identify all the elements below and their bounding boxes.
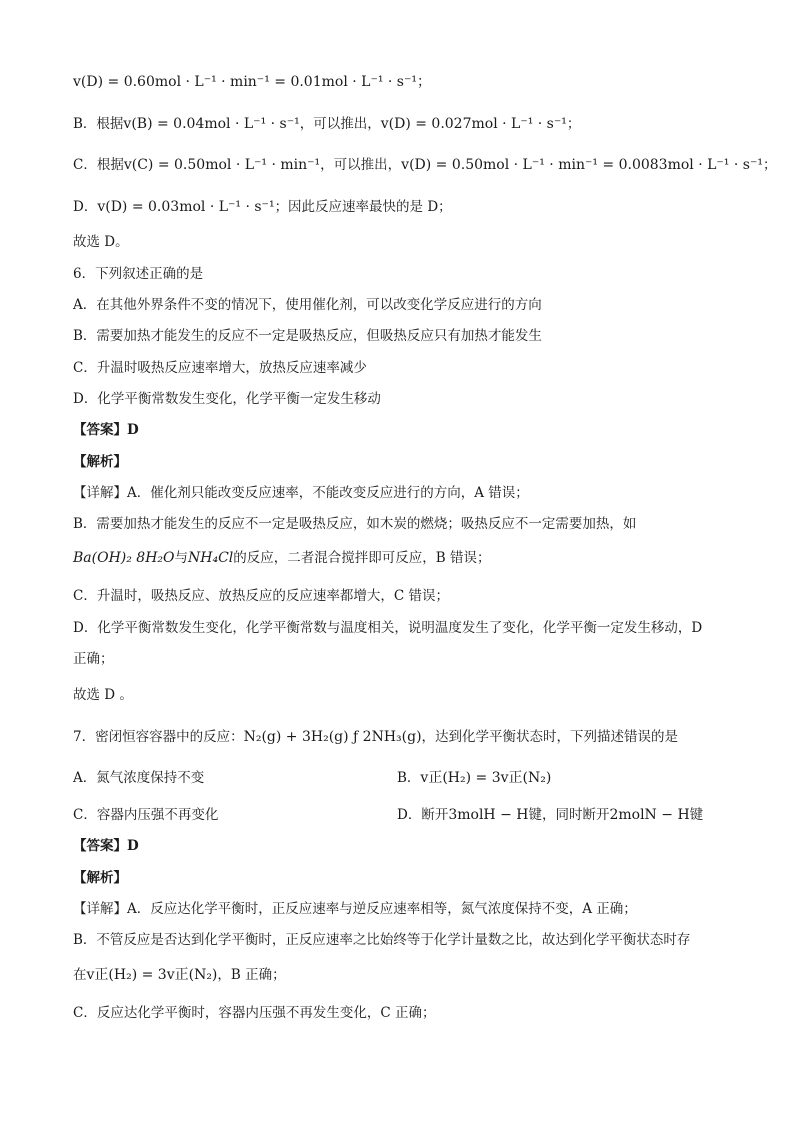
text: 键，同时断开 (528, 807, 610, 823)
text: 在 (73, 967, 87, 983)
text: B． (397, 770, 421, 786)
text: 的反应，二者混合搅拌即可反应，B 错误； (233, 550, 491, 566)
formula: Ba(OH)₂ 8H₂O (73, 550, 175, 566)
formula: v(B) = 0.04mol · L⁻¹ · s⁻¹ (123, 116, 300, 132)
line-l1 (73, 72, 431, 92)
detail-6d: C．升温时，吸热反应、放热反应的反应速率都增大，C 错误； (73, 588, 449, 604)
text: ； (566, 116, 581, 132)
analysis-6-header: 【解析】 (73, 454, 127, 470)
text: ，可以推出， (320, 157, 402, 173)
option-7a: A．氮气浓度保持不变 (73, 770, 205, 786)
text: 7．密闭恒容容器中的反应： (73, 729, 244, 745)
detail-6b: B．需要加热才能发生的反应不一定是吸热反应，如木炭的燃烧；吸热反应不一定需要加热，如 (73, 516, 637, 532)
question-6: 6．下列叙述正确的是 (73, 266, 204, 282)
option-7d (397, 805, 703, 825)
question-7 (73, 727, 678, 747)
formula: v正(H₂) = 3v正(N₂) (420, 770, 552, 786)
option-7c: C．容器内压强不再变化 (73, 807, 219, 823)
line-l3 (73, 155, 776, 175)
answer-7: 【答案】D (73, 838, 139, 854)
detail-6a: 【详解】A．催化剂只能改变反应速率，不能改变反应进行的方向，A 错误； (73, 485, 529, 501)
formula: v(D) = 0.027mol · L⁻¹ · s⁻¹ (380, 116, 567, 132)
text: D．断开 (397, 807, 449, 823)
detail-7b: B．不管反应是否达到化学平衡时，正反应速率之比始终等于化学计量数之比，故达到化学平衡状态时存 (73, 932, 691, 948)
line-l5: 故选 D。 (73, 234, 129, 250)
detail-6g: 故选 D 。 (73, 687, 133, 703)
text: ； (762, 157, 777, 173)
text: ；因此反应速率最快的是 D； (274, 199, 452, 215)
formula: v(D) = 0.60mol · L⁻¹ · min⁻¹ = 0.01mol · L⁻¹ · s⁻¹； (73, 74, 431, 90)
detail-6f: 正确； (73, 651, 114, 667)
formula: 3molH − H (448, 807, 529, 823)
line-l4 (73, 197, 452, 217)
option-6b: B．需要加热才能发生的反应不一定是吸热反应，但吸热反应只有加热才能发生 (73, 328, 542, 344)
text: C．根据 (73, 157, 124, 173)
detail-6e: D．化学平衡常数发生变化，化学平衡常数与温度相关，说明温度发生了变化，化学平衡一定发生移动，D (73, 620, 703, 636)
formula: N₂(g) + 3H₂(g) ƒ 2NH₃(g) (243, 729, 422, 745)
formula: 2molN − H (609, 807, 690, 823)
formula: v(D) = 0.50mol · L⁻¹ · min⁻¹ = 0.0083mol · L⁻¹ · s⁻¹ (401, 157, 763, 173)
text: 键 (689, 807, 704, 823)
formula: v(D) = 0.03mol · L⁻¹ · s⁻¹ (97, 199, 275, 215)
formula: NH₄Cl (188, 550, 234, 566)
option-6c: C．升温时吸热反应速率增大，放热反应速率减少 (73, 360, 367, 376)
text: B．根据 (73, 116, 124, 132)
text: ，可以推出， (299, 116, 381, 132)
analysis-7-header: 【解析】 (73, 870, 127, 886)
option-6a: A．在其他外界条件不变的情况下，使用催化剂，可以改变化学反应进行的方向 (73, 297, 542, 313)
detail-6c (73, 548, 491, 568)
text: ，B 正确； (217, 967, 286, 983)
detail-7d: C．反应达化学平衡时，容器内压强不再发生变化，C 正确； (73, 1005, 436, 1021)
line-l2 (73, 114, 580, 134)
answer-6: 【答案】D (73, 422, 139, 438)
text: D． (73, 199, 98, 215)
option-7b (397, 768, 551, 788)
detail-7a: 【详解】A．反应达化学平衡时，正反应速率与逆反应速率相等，氮气浓度保持不变，A 正确； (73, 901, 637, 917)
formula: v(C) = 0.50mol · L⁻¹ · min⁻¹ (123, 157, 321, 173)
option-6d: D．化学平衡常数发生变化，化学平衡一定发生移动 (73, 391, 381, 407)
text: 与 (174, 550, 189, 566)
text: ，达到化学平衡状态时，下列描述错误的是 (421, 729, 679, 745)
detail-7c (73, 965, 286, 985)
formula: v正(H₂) = 3v正(N₂) (86, 967, 218, 983)
